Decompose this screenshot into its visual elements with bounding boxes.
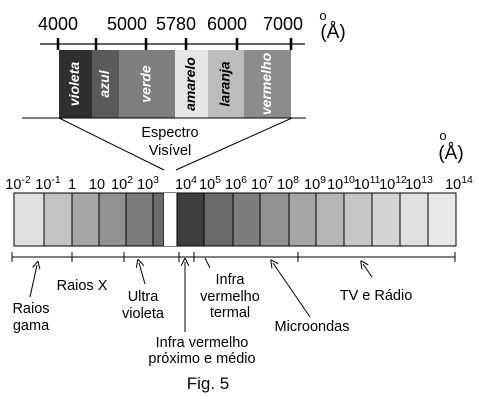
ir-near-label-line1: Infra vermelho: [155, 335, 249, 351]
visible-angstrom-ring: o: [319, 8, 327, 23]
visible-tick-label: 6000: [206, 14, 248, 34]
visible-tick-label: 4000: [37, 14, 79, 34]
em-tick-label: $10^8$: [277, 174, 299, 193]
visible-band-label: violeta: [66, 61, 83, 107]
em-bar-cell: [233, 193, 260, 246]
em-tick-label: $10^7$: [251, 174, 273, 193]
visible-tick-label: 5780: [155, 14, 197, 34]
uv-label-line2: violeta: [122, 306, 164, 322]
em-tick-label: $10^5$: [199, 174, 221, 193]
visible-band-label: laranja: [216, 61, 233, 107]
em-tick-label: $10^{-1}$: [35, 174, 61, 193]
gamma-label-line1: Raios: [12, 301, 50, 317]
visible-color-bands: [59, 50, 291, 118]
visible-unit-label: (Å): [320, 22, 346, 43]
em-bar-cell: [260, 193, 289, 246]
visible-spectrum: [22, 8, 346, 170]
visible-tick-label: 5000: [106, 14, 148, 34]
em-tick-label: $10^9$: [304, 174, 326, 193]
em-bar-cell: [372, 193, 400, 246]
em-bar-cell: [72, 193, 99, 246]
em-bar-cell: [126, 193, 153, 246]
em-tick-label: $10^3$: [137, 174, 159, 193]
tv-radio-arrow: [363, 264, 372, 277]
em-bar-cell: [14, 193, 44, 246]
microwave-arrow: [273, 263, 310, 317]
em-tick-label: $10^{14}$: [445, 174, 473, 193]
em-bar-cell: [99, 193, 126, 246]
em-bar-cell: [400, 193, 428, 246]
em-bar-cell: [153, 193, 164, 246]
ir-thermal-label-line2: vermelho: [200, 289, 260, 305]
em-bar-cell: [177, 193, 204, 246]
visible-tick-label: 7000: [262, 14, 304, 34]
ir-thermal-pointer: [205, 258, 210, 268]
em-spectrum: [5, 128, 473, 367]
visible-caption-line1: Espectro: [141, 125, 199, 141]
visible-caption-line2: Visível: [148, 143, 192, 159]
em-bar-cell: [344, 193, 372, 246]
visible-band-label: vermelho: [258, 52, 275, 116]
em-tick-label: 10: [88, 177, 106, 193]
ir-thermal-label-line3: termal: [209, 305, 251, 321]
em-tick-label: $10^2$: [111, 174, 133, 193]
ir-near-label-line2: próximo e médio: [148, 351, 256, 367]
em-tick-label: $10^{11}$: [353, 174, 381, 193]
em-tick-label: $10^{-2}$: [5, 174, 31, 193]
em-spectrum-bar: [14, 193, 456, 246]
em-bar-cell: [289, 193, 316, 246]
visible-gap: [164, 193, 177, 246]
em-tick-label: $10^{10}$: [327, 174, 355, 193]
em-tick-labels: [5, 174, 473, 193]
em-tick-label: $10^{12}$: [379, 174, 407, 193]
em-tick-label: $10^{13}$: [405, 174, 433, 193]
em-tick-label: $10^6$: [225, 174, 247, 193]
tv-radio-label: TV e Rádio: [339, 288, 413, 304]
microwave-label: Microondas: [274, 319, 350, 335]
visible-band-label: verde: [137, 65, 154, 103]
em-tick-label: $10^4$: [175, 174, 197, 193]
gamma-arrow: [30, 265, 37, 297]
xray-label: Raios X: [56, 278, 108, 294]
uv-label-line1: Ultra: [127, 289, 159, 305]
em-angstrom-ring: o: [439, 128, 447, 143]
em-tick-label: 1: [67, 177, 77, 193]
em-bar-cell: [204, 193, 233, 246]
em-bar-cell: [428, 193, 456, 246]
em-unit-label: (Å): [438, 143, 464, 164]
em-bar-cell: [316, 193, 344, 246]
gamma-label-line2: gama: [12, 318, 50, 334]
uv-arrow: [139, 263, 145, 284]
visible-band-label: azul: [96, 70, 113, 98]
figure-caption: Fig. 5: [186, 374, 230, 393]
visible-band-label: amarelo: [182, 57, 199, 111]
em-bar-cell: [44, 193, 72, 246]
ir-thermal-label-line1: Infra: [215, 272, 245, 288]
